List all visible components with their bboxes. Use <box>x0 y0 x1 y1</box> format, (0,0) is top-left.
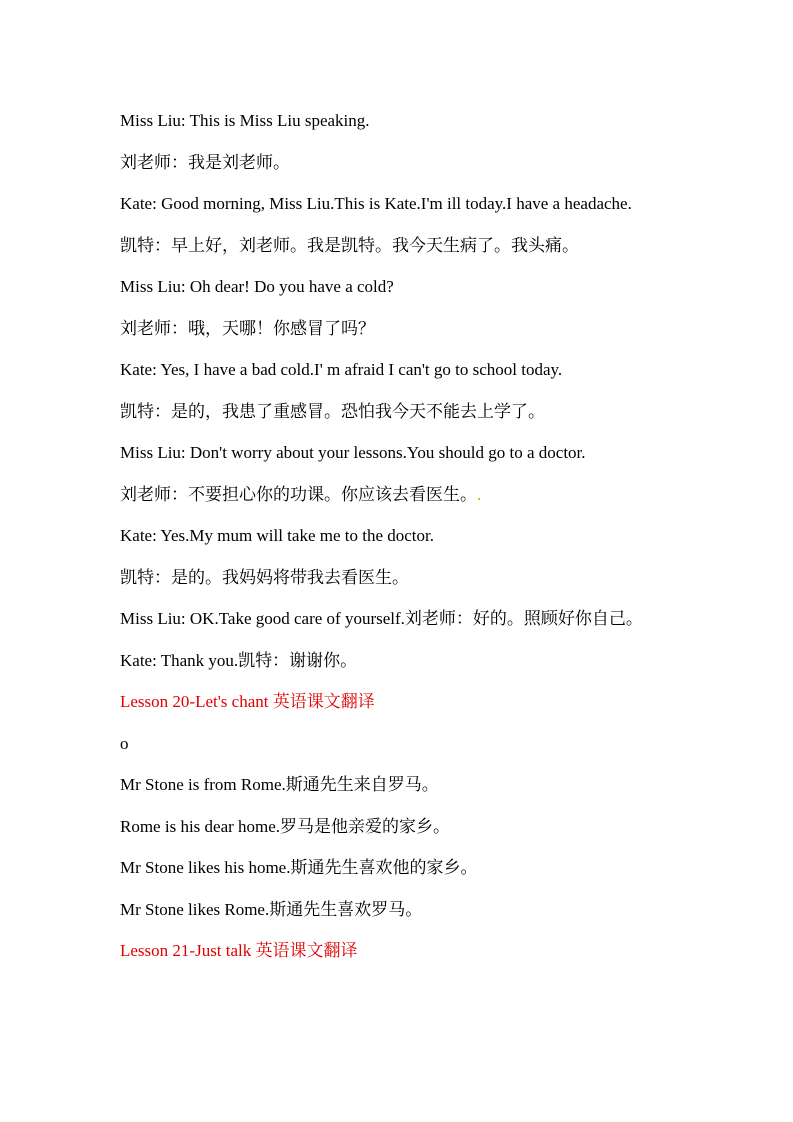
dialogue-line: Miss Liu: Don't worry about your lessons.You should go to a doctor. <box>120 443 586 462</box>
chant-line: Mr Stone is from Rome.斯通先生来自罗马。 <box>120 775 439 794</box>
translation-line: 凯特：是的。我妈妈将带我去看医生。 <box>120 567 409 587</box>
dialogue-line: Kate: Good morning, Miss Liu.This is Kate.I'm ill today.I have a headache. <box>120 194 632 213</box>
translation-line: 刘老师：我是刘老师。 <box>120 152 290 172</box>
lesson-heading: Lesson 21-Just talk 英语课文翻译 <box>120 941 358 960</box>
translation-line: 刘老师：哦，天哪！你感冒了吗？ <box>120 318 375 338</box>
translation-line: 凯特：早上好，刘老师。我是凯特。我今天生病了。我头痛。 <box>120 235 579 255</box>
chant-line: Rome is his dear home.罗马是他亲爱的家乡。 <box>120 816 451 836</box>
chant-line: Mr Stone likes his home.斯通先生喜欢他的家乡。 <box>120 858 478 877</box>
translation-text: 刘老师：不要担心你的功课。你应该去看医生。 <box>120 484 477 504</box>
dialogue-line: Miss Liu: This is Miss Liu speaking. <box>120 111 370 130</box>
dialogue-line: Kate: Thank you.凯特：谢谢你。 <box>120 650 358 670</box>
dialogue-line: Miss Liu: OK.Take good care of yourself.刘老师：好的。照顾好你自己。 <box>120 609 643 628</box>
dialogue-line: Kate: Yes.My mum will take me to the doctor. <box>120 526 434 545</box>
dialogue-line: Miss Liu: Oh dear! Do you have a cold? <box>120 277 394 296</box>
chant-line: Mr Stone likes Rome.斯通先生喜欢罗马。 <box>120 899 423 919</box>
stray-dot: . <box>477 484 482 504</box>
translation-line <box>120 474 674 516</box>
dialogue-line: Kate: Yes, I have a bad cold.I' m afraid I can't go to school today. <box>120 360 563 379</box>
translation-line: 凯特：是的，我患了重感冒。恐怕我今天不能去上学了。 <box>120 401 545 421</box>
stray-character: o <box>120 733 129 753</box>
lesson-heading: Lesson 20-Let's chant 英语课文翻译 <box>120 692 375 711</box>
document-page <box>120 100 674 972</box>
